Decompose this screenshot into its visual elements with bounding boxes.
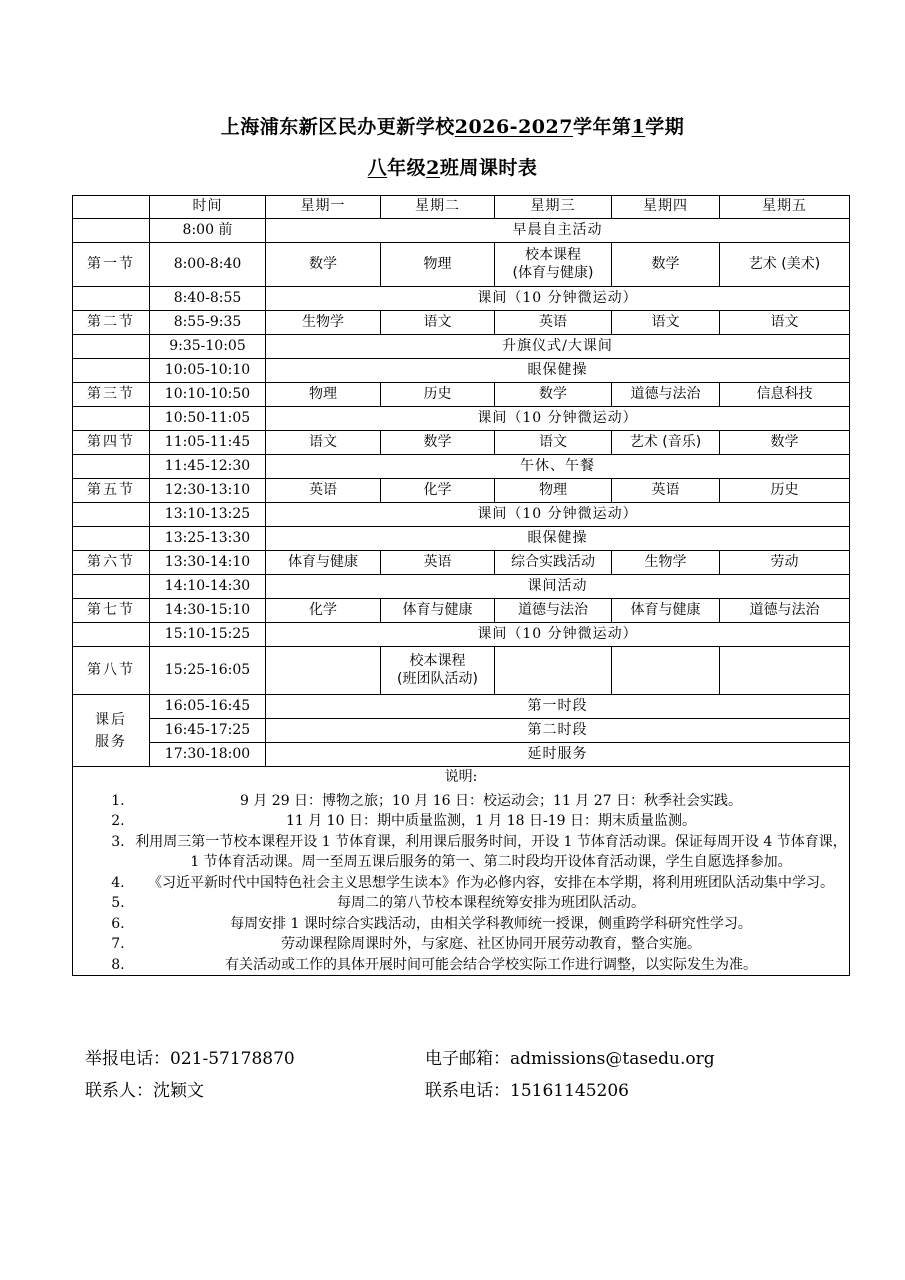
note-item: 1. 9 月 29 日：博物之旅；10 月 16 日：校运动会；11 月 27 日：秋季社会实践。	[129, 791, 849, 812]
subject-cell: 语文	[495, 431, 612, 455]
period-empty-cell	[73, 503, 150, 527]
schedule-row	[73, 243, 850, 287]
period-empty-cell	[73, 287, 150, 311]
schedule-row	[73, 527, 850, 551]
period-cell: 第八节	[73, 647, 150, 695]
activity-cell: 午休、午餐	[266, 455, 850, 479]
subject-cell: 英语	[495, 311, 612, 335]
period-cell: 第三节	[73, 383, 150, 407]
subject-cell: 艺术 (美术)	[720, 243, 850, 287]
time-cell: 11:45-12:30	[150, 455, 266, 479]
schedule-row	[73, 359, 850, 383]
notes-row	[73, 767, 850, 976]
subject-cell: 语文	[381, 311, 495, 335]
subject-cell: 物理	[266, 383, 381, 407]
note-item: 3. 利用周三第一节校本课程开设 1 节体育课，利用课后服务时间，开设 1 节体育活动课。保证每周开设 4 节体育课，1 节体育活动课。周一至周五课后服务的第一、第二时段均开设体育活动课，学生自愿选择参加。	[129, 832, 849, 873]
activity-cell: 课间活动	[266, 575, 850, 599]
period-cell: 第四节	[73, 431, 150, 455]
note-item: 4. 《习近平新时代中国特色社会主义思想学生读本》作为必修内容，安排在本学期，将利用班团队活动集中学习。	[129, 873, 849, 894]
subject-cell	[266, 647, 381, 695]
time-cell: 10:50-11:05	[150, 407, 266, 431]
subject-cell: 校本课程 (班团队活动)	[381, 647, 495, 695]
period-cell: 第二节	[73, 311, 150, 335]
title-mid: 学年第	[572, 116, 632, 138]
activity-cell: 第一时段	[266, 695, 850, 719]
schedule-row	[73, 335, 850, 359]
activity-cell: 第二时段	[266, 719, 850, 743]
time-cell: 8:00 前	[150, 219, 266, 243]
header-day: 星期一	[266, 196, 381, 219]
subject-cell: 语文	[720, 311, 850, 335]
schedule-row	[73, 551, 850, 575]
time-cell: 10:05-10:10	[150, 359, 266, 383]
subject-cell: 英语	[381, 551, 495, 575]
class-number: 2	[426, 157, 440, 179]
schedule-row	[73, 599, 850, 623]
time-cell: 8:40-8:55	[150, 287, 266, 311]
subject-cell: 道德与法治	[495, 599, 612, 623]
time-cell: 16:45-17:25	[150, 719, 266, 743]
time-cell: 14:10-14:30	[150, 575, 266, 599]
time-cell: 11:05-11:45	[150, 431, 266, 455]
time-cell: 16:05-16:45	[150, 695, 266, 719]
term-number: 1	[631, 116, 646, 138]
after-school-row	[73, 719, 850, 743]
subtitle-post: 班周课时表	[439, 157, 538, 179]
subject-cell: 化学	[381, 479, 495, 503]
activity-cell: 升旗仪式/大课间	[266, 335, 850, 359]
subject-cell: 数学	[266, 243, 381, 287]
header-day: 星期五	[720, 196, 850, 219]
period-cell: 第六节	[73, 551, 150, 575]
activity-cell: 延时服务	[266, 743, 850, 767]
subject-cell: 英语	[266, 479, 381, 503]
subject-cell: 校本课程 (体育与健康)	[495, 243, 612, 287]
activity-cell: 课间（10 分钟微运动）	[266, 623, 850, 647]
corner-cell	[73, 196, 150, 219]
subject-cell: 历史	[720, 479, 850, 503]
title-post: 学期	[645, 116, 685, 138]
header-day: 星期二	[381, 196, 495, 219]
schedule-row	[73, 383, 850, 407]
activity-cell: 课间（10 分钟微运动）	[266, 407, 850, 431]
activity-cell: 眼保健操	[266, 527, 850, 551]
note-item: 7. 劳动课程除周课时外，与家庭、社区协同开展劳动教育，整合实施。	[129, 934, 849, 955]
note-item: 6. 每周安排 1 课时综合实践活动，由相关学科教师统一授课，侧重跨学科研究性学习。	[129, 914, 849, 935]
header-row	[73, 196, 850, 219]
subject-cell: 体育与健康	[266, 551, 381, 575]
schedule-row	[73, 287, 850, 311]
time-cell: 12:30-13:10	[150, 479, 266, 503]
schedule-row	[73, 623, 850, 647]
header-day: 星期四	[612, 196, 720, 219]
schedule-row	[73, 219, 850, 243]
activity-cell: 课间（10 分钟微运动）	[266, 503, 850, 527]
document-subtitle	[0, 153, 905, 180]
subtitle-mid: 年级	[387, 157, 427, 179]
contact-phone: 联系电话：15161145206	[425, 1081, 629, 1101]
subject-cell: 生物学	[612, 551, 720, 575]
subject-cell: 语文	[266, 431, 381, 455]
period-empty-cell	[73, 335, 150, 359]
after-school-label: 课后 服务	[73, 695, 150, 767]
period-empty-cell	[73, 623, 150, 647]
time-cell: 17:30-18:00	[150, 743, 266, 767]
header-time: 时间	[150, 196, 266, 219]
note-item: 5. 每周二的第八节校本课程统筹安排为班团队活动。	[129, 893, 849, 914]
subject-cell: 生物学	[266, 311, 381, 335]
period-empty-cell	[73, 407, 150, 431]
period-cell: 第一节	[73, 243, 150, 287]
subject-cell: 体育与健康	[381, 599, 495, 623]
report-phone: 举报电话：021-57178870	[85, 1049, 295, 1069]
time-cell: 10:10-10:50	[150, 383, 266, 407]
subject-cell: 历史	[381, 383, 495, 407]
subject-cell: 物理	[495, 479, 612, 503]
time-cell: 13:10-13:25	[150, 503, 266, 527]
schedule-row	[73, 407, 850, 431]
activity-cell: 眼保健操	[266, 359, 850, 383]
subject-cell: 信息科技	[720, 383, 850, 407]
grade: 八	[367, 157, 388, 179]
time-cell: 9:35-10:05	[150, 335, 266, 359]
timetable	[72, 195, 850, 976]
time-cell: 13:25-13:30	[150, 527, 266, 551]
schedule-row	[73, 503, 850, 527]
period-empty-cell	[73, 575, 150, 599]
email: 电子邮箱：admissions@tasedu.org	[425, 1049, 715, 1069]
subject-cell: 英语	[612, 479, 720, 503]
school-year: 2026-2027	[454, 116, 573, 138]
period-cell: 第五节	[73, 479, 150, 503]
after-school-row	[73, 695, 850, 719]
period-empty-cell	[73, 359, 150, 383]
schedule-row	[73, 647, 850, 695]
subject-cell: 数学	[612, 243, 720, 287]
school-name: 上海浦东新区民办更新学校	[220, 116, 455, 138]
time-cell: 15:10-15:25	[150, 623, 266, 647]
subject-cell	[720, 647, 850, 695]
schedule-row	[73, 311, 850, 335]
subject-cell: 数学	[381, 431, 495, 455]
time-cell: 15:25-16:05	[150, 647, 266, 695]
schedule-row	[73, 455, 850, 479]
subject-cell: 体育与健康	[612, 599, 720, 623]
subject-cell: 道德与法治	[720, 599, 850, 623]
after-school-row	[73, 743, 850, 767]
time-cell: 8:00-8:40	[150, 243, 266, 287]
time-cell: 13:30-14:10	[150, 551, 266, 575]
note-item: 2. 11 月 10 日：期中质量监测，1 月 18 日-19 日：期末质量监测。	[129, 811, 849, 832]
subject-cell: 数学	[720, 431, 850, 455]
header-day: 星期三	[495, 196, 612, 219]
subject-cell: 数学	[495, 383, 612, 407]
note-item: 8. 有关活动或工作的具体开展时间可能会结合学校实际工作进行调整，以实际发生为准。	[129, 955, 849, 976]
subject-cell: 艺术 (音乐)	[612, 431, 720, 455]
subject-cell: 劳动	[720, 551, 850, 575]
subject-cell	[612, 647, 720, 695]
period-empty-cell	[73, 455, 150, 479]
notes-list	[73, 791, 849, 976]
contact-person: 联系人：沈颖文	[85, 1081, 204, 1101]
subject-cell	[495, 647, 612, 695]
subject-cell: 语文	[612, 311, 720, 335]
schedule-row	[73, 575, 850, 599]
subject-cell: 化学	[266, 599, 381, 623]
activity-cell: 课间（10 分钟微运动）	[266, 287, 850, 311]
subject-cell: 综合实践活动	[495, 551, 612, 575]
time-cell: 14:30-15:10	[150, 599, 266, 623]
schedule-row	[73, 431, 850, 455]
subject-cell: 物理	[381, 243, 495, 287]
notes-cell	[73, 767, 850, 976]
period-empty-cell	[73, 527, 150, 551]
document-title	[0, 112, 905, 139]
subject-cell: 道德与法治	[612, 383, 720, 407]
notes-title: 说明:	[444, 769, 478, 785]
period-cell: 第七节	[73, 599, 150, 623]
schedule-row	[73, 479, 850, 503]
time-cell: 8:55-9:35	[150, 311, 266, 335]
period-empty-cell	[73, 219, 150, 243]
activity-cell: 早晨自主活动	[266, 219, 850, 243]
